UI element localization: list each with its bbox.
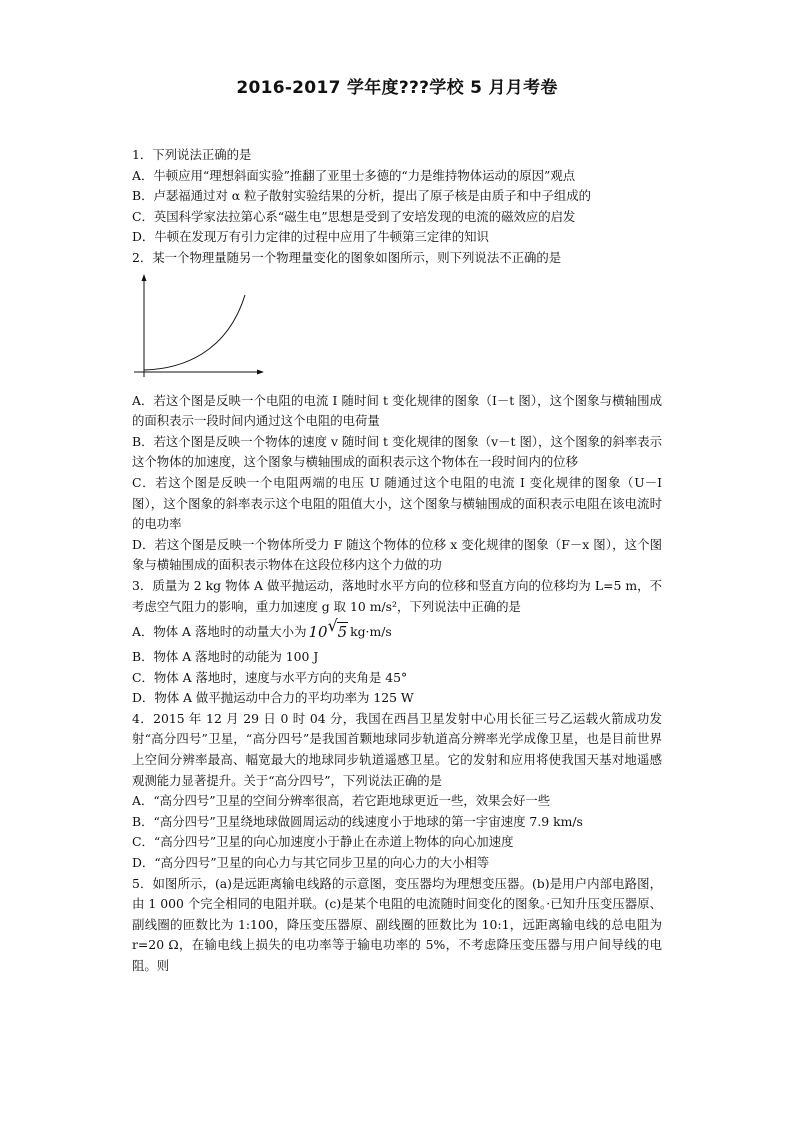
q3-option-a-text: A．物体 A 落地时的动量大小为	[132, 623, 307, 639]
q3-option-c: C．物体 A 落地时，速度与水平方向的夹角是 45°	[132, 669, 408, 685]
q2-option-d: D．若这个图是反映一个物体所受力 F 随这个物体的位移 x 变化规律的图象（F－x 图），这个图象与横轴围成的面积表示物体在这段位移内这个力做的功	[132, 536, 662, 573]
q1-option-c: C．英国科学家法拉第心系“磁生电”思想是受到了安培发现的电流的磁效应的启发	[132, 208, 576, 224]
q1-stem: 1．下列说法正确的是	[132, 147, 252, 162]
q3-option-d: D．物体 A 做平抛运动中合力的平均功率为 125 W	[132, 690, 414, 706]
q5-stem: 5．如图所示，(a)是远距离输电线路的示意图，变压器均为理想变压器。(b)是用户内部电路图，由 1 000 个完全相同的电阻并联。(c)是某个电阻的电流随时间变化的图象。·已知升压变压器原、副线圈的匝数比为 1:100，降压变压器原、副线圈的匝数比为 10:1，远距离输电线的总电阻为 r=20 Ω，在输电线上损失的电功率等于输电功率的 5%，不考虑降压变压器与用户间导线的电阻。则	[132, 875, 662, 973]
q3-option-b: B．物体 A 落地时的动能为 100 J	[132, 649, 319, 665]
formula-radicand: 5	[337, 622, 348, 641]
q4-stem: 4．2015 年 12 月 29 日 0 时 04 分，我国在西昌卫星发射中心用长征三号乙运载火箭成功发射“高分四号”卫星，“高分四号”是我国首颗地球同步轨道高分辨率光学成像卫星，也是目前世界上空间分辨率最高、幅宽最大的地球同步轨道遥感卫星。它的发射和应用将使我国天基对地遥感观测能力显著提升。关于“高分四号”，下列说法正确的是	[132, 710, 662, 788]
q2-graph-figure	[132, 269, 662, 391]
q2-option-b: B．若这个图是反映一个物体的速度 v 随时间 t 变化规律的图象（v－t 图），这个图象的斜率表示这个物体的加速度，这个图象与横轴围成的面积表示这个物体在一段时间内的位移	[132, 433, 662, 470]
q4-option-b: B．“高分四号”卫星绕地球做圆周运动的线速度小于地球的第一宇宙速度 7.9 km/s	[132, 813, 583, 829]
q4-option-d: D．“高分四号”卫星的向心力与其它同步卫星的向心力的大小相等	[132, 855, 490, 871]
q2-option-c: C．若这个图是反映一个电阻两端的电压 U 随通过这个电阻的电流 I 变化规律的图象（U－I 图），这个图象的斜率表示这个电阻的阻值大小，这个图象与横轴围成的面积表示电阻在该电流时的电功率	[132, 474, 662, 532]
y-axis-arrow	[142, 274, 147, 281]
q4-option-c: C．“高分四号”卫星的向心加速度小于静止在赤道上物体的向心加速度	[132, 834, 514, 850]
q3-option-a	[132, 617, 662, 647]
page-title: 2016-2017 学年度???学校 5 月月考卷	[236, 78, 558, 98]
formula-coefficient: 10	[308, 622, 328, 641]
q2-stem: 2．某一个物理量随另一个物理量变化的图象如图所示，则下列说法不正确的是	[132, 249, 562, 265]
q1-option-b: B．卢瑟福通过对 α 粒子散射实验结果的分析，提出了原子核是由质子和中子组成的	[132, 188, 592, 204]
q4-option-a: A．“高分四号”卫星的空间分辨率很高，若它距地球更近一些，效果会好一些	[132, 793, 551, 809]
x-axis-arrow	[257, 369, 264, 374]
momentum-unit: kg·m/s	[350, 623, 392, 639]
momentum-formula	[308, 615, 348, 643]
curve-graph	[132, 273, 272, 383]
q2-option-a: A．若这个图是反映一个电阻的电流 I 随时间 t 变化规律的图象（I－t 图），这个图象与横轴围成的面积表示一段时间内通过这个电阻的电荷量	[132, 392, 662, 429]
q1-option-d: D．牛顿在发现万有引力定律的过程中应用了牛顿第三定律的知识	[132, 229, 489, 245]
rising-curve	[144, 295, 245, 370]
q1-option-a: A．牛顿应用“理想斜面实验”推翻了亚里士多德的“力是维持物体运动的原因”观点	[132, 167, 576, 183]
exam-content	[132, 145, 662, 977]
q3-stem: 3．质量为 2 kg 物体 A 做平抛运动，落地时水平方向的位移和竖直方向的位移均为 L=5 m，不考虑空气阻力的影响，重力加速度 g 取 10 m/s²，下列说法中正确的是	[132, 577, 662, 614]
sqrt-symbol: √ 5	[327, 615, 348, 641]
